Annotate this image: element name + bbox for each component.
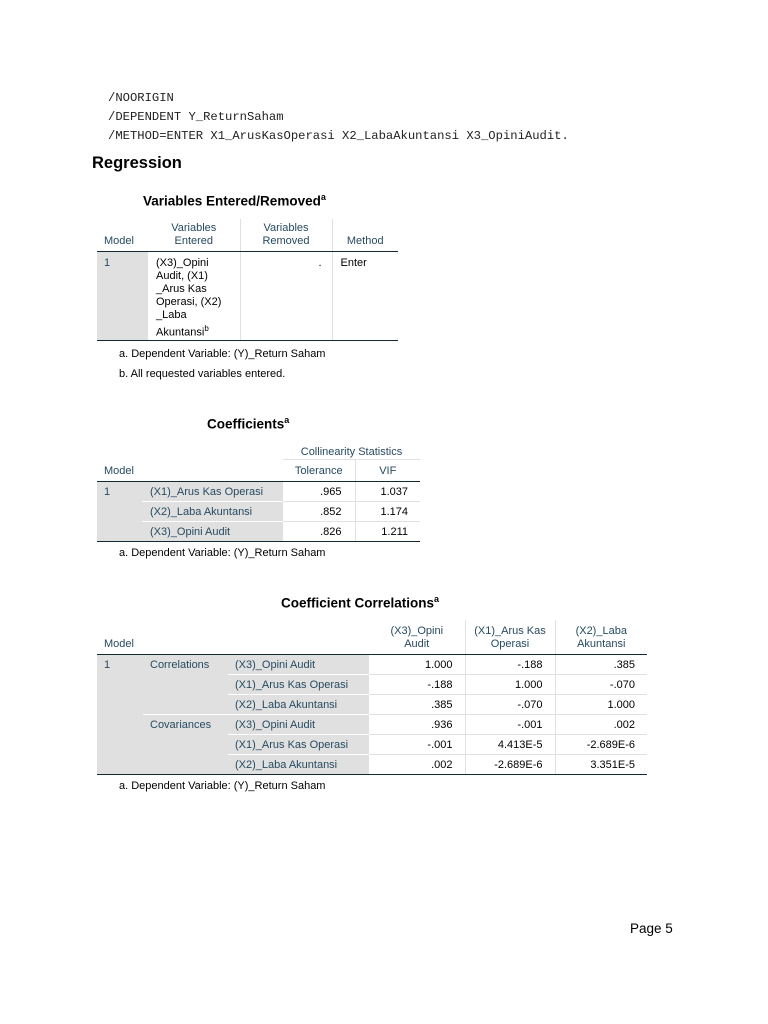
corr-value: 4.413E-5	[465, 734, 555, 754]
coef-tolerance-value: .852	[283, 501, 355, 521]
corr-value: -.070	[465, 694, 555, 714]
corr-header-col: (X1)_Arus Kas Operasi	[465, 620, 555, 654]
vars-title-sup: a	[320, 192, 326, 202]
corr-row-label: (X2)_Laba Akuntansi	[228, 754, 369, 774]
vars-note-a: a. Dependent Variable: (Y)_Return Saham	[119, 348, 326, 360]
corr-model-cell: 1	[97, 654, 143, 774]
vars-header-method: Method	[332, 219, 398, 251]
vars-row-method: Enter	[332, 251, 398, 340]
corr-value: .936	[369, 714, 465, 734]
coefficients-table	[97, 441, 420, 542]
corr-value: .385	[369, 694, 465, 714]
corr-value: -.070	[555, 674, 647, 694]
coefficient-correlations-table	[97, 620, 647, 775]
syntax-line: /NOORIGIN	[108, 91, 174, 105]
coef-header-vif: VIF	[355, 459, 420, 481]
corr-value: -.188	[465, 654, 555, 674]
vars-table-title: Variables Entered/Removed$^a$	[143, 192, 326, 209]
coef-group-header: Collinearity Statistics	[283, 441, 420, 459]
coef-note: a. Dependent Variable: (Y)_Return Saham	[119, 547, 326, 559]
corr-value: -2.689E-6	[465, 754, 555, 774]
coef-vif-value: 1.211	[355, 521, 420, 541]
coef-vif-value: 1.174	[355, 501, 420, 521]
coef-title-sup: a	[284, 415, 290, 425]
corr-value: -.188	[369, 674, 465, 694]
corr-group-label: Correlations	[143, 654, 228, 714]
corr-value: 3.351E-5	[555, 754, 647, 774]
syntax-line: /METHOD=ENTER X1_ArusKasOperasi X2_LabaAkuntansi X3_OpiniAudit.	[108, 129, 569, 143]
corr-row-label: (X1)_Arus Kas Operasi	[228, 734, 369, 754]
corr-value: .002	[369, 754, 465, 774]
corr-title-sup: a	[434, 594, 440, 604]
coef-row-label: (X1)_Arus Kas Operasi	[142, 481, 283, 501]
vars-row-removed: .	[240, 251, 332, 340]
vars-note-b: b. All requested variables entered.	[119, 368, 286, 380]
corr-row-label: (X1)_Arus Kas Operasi	[228, 674, 369, 694]
corr-value: 1.000	[369, 654, 465, 674]
section-heading: Regression	[92, 154, 182, 172]
coef-header-model: Model	[97, 459, 142, 481]
vars-row-model: 1	[97, 251, 148, 340]
page-number: Page 5	[630, 921, 673, 936]
corr-note: a. Dependent Variable: (Y)_Return Saham	[119, 780, 326, 792]
vars-row-entered: (X3)_Opini Audit, (X1) _Arus Kas Operasi, (X2) _Laba Akuntansi$^b$	[148, 251, 240, 340]
vars-header-removed: Variables Removed	[240, 219, 332, 251]
coef-model-cell: 1	[97, 481, 142, 541]
corr-group-label: Covariances	[143, 714, 228, 774]
coef-vif-value: 1.037	[355, 481, 420, 501]
vars-header-entered: Variables Entered	[148, 219, 240, 251]
corr-row-label: (X2)_Laba Akuntansi	[228, 694, 369, 714]
corr-row-label: (X3)_Opini Audit	[228, 654, 369, 674]
corr-value: -.001	[465, 714, 555, 734]
corr-row-label: (X3)_Opini Audit	[228, 714, 369, 734]
vars-entered-table	[97, 219, 398, 341]
corr-value: .002	[555, 714, 647, 734]
coef-header-tolerance: Tolerance	[283, 459, 355, 481]
corr-header-model: Model	[97, 620, 143, 654]
vars-header-model: Model	[97, 219, 148, 251]
syntax-block	[108, 89, 569, 146]
corr-header-col: (X2)_Laba Akuntansi	[555, 620, 647, 654]
corr-table-title: Coefficient Correlations$^a$	[281, 594, 440, 611]
coef-tolerance-value: .826	[283, 521, 355, 541]
corr-value: 1.000	[465, 674, 555, 694]
corr-value: .385	[555, 654, 647, 674]
corr-value: -.001	[369, 734, 465, 754]
coef-tolerance-value: .965	[283, 481, 355, 501]
coef-table-title: Coefficients$^a$	[207, 415, 290, 432]
corr-value: 1.000	[555, 694, 647, 714]
corr-header-col: (X3)_Opini Audit	[369, 620, 465, 654]
corr-value: -2.689E-6	[555, 734, 647, 754]
syntax-line: /DEPENDENT Y_ReturnSaham	[108, 110, 284, 124]
coef-row-label: (X2)_Laba Akuntansi	[142, 501, 283, 521]
coef-row-label: (X3)_Opini Audit	[142, 521, 283, 541]
